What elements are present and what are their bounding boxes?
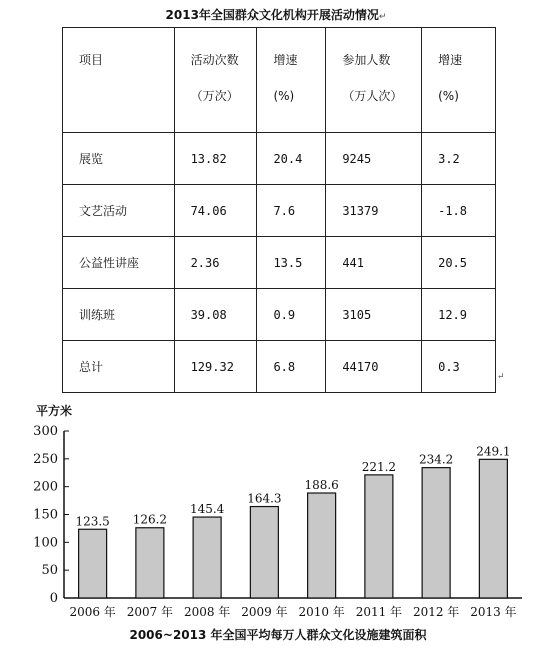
table-cell: 3105 [326, 289, 422, 341]
data-label: 123.5 [75, 514, 110, 529]
table-row [63, 289, 496, 341]
bar [422, 468, 450, 598]
header-cell-item [63, 28, 175, 133]
table-cell: 9245 [326, 133, 422, 185]
header-cell-participants [326, 28, 422, 133]
table-row [63, 185, 496, 237]
table-row [63, 237, 496, 289]
bar [308, 493, 336, 598]
activity-stats-table [62, 27, 496, 393]
header-cell-line: 活动次数 [190, 53, 239, 67]
table-cell: 13.5 [257, 237, 326, 289]
header-cell-line: 项目 [79, 53, 104, 67]
table-cell: 44170 [326, 341, 422, 393]
y-tick-label: 50 [41, 563, 58, 579]
table-title-text: 2013年全国群众文化机构开展活动情况 [165, 8, 379, 22]
table-cell: 20.5 [422, 237, 496, 289]
table-cell: 129.32 [174, 341, 257, 393]
table-cell: 6.8 [257, 341, 326, 393]
table-title [0, 6, 552, 23]
table-header-row [63, 28, 496, 133]
header-cell-unit: (%) [438, 89, 459, 103]
x-tick-label: 2011 年 [355, 605, 403, 619]
table-cell: 12.9 [422, 289, 496, 341]
x-tick-label: 2008 年 [183, 605, 231, 619]
facility-area-bar-chart [0, 395, 552, 650]
x-tick-label: 2010 年 [298, 605, 345, 619]
header-cell-activity-growth [257, 28, 326, 133]
x-tick-label: 2009 年 [241, 605, 288, 619]
bar [479, 459, 507, 598]
header-cell-unit: （万次） [190, 89, 239, 103]
x-tick-label: 2006 年 [69, 605, 116, 619]
table-cell: 39.08 [174, 289, 257, 341]
y-axis-label: 平方米 [36, 404, 73, 418]
header-cell-activity-count [174, 28, 257, 133]
bar [193, 517, 221, 598]
table-cell: 3.2 [422, 133, 496, 185]
data-label: 126.2 [132, 512, 168, 527]
header-cell-line: 参加人数 [342, 53, 391, 67]
table-cell-item: 文艺活动 [63, 185, 175, 237]
chart-title: 2006~2013 年全国平均每万人群众文化设施建筑面积 [129, 628, 427, 642]
table-cell: 2.36 [174, 237, 257, 289]
table-cell: 0.3 [422, 341, 496, 393]
header-cell-unit: (%) [273, 89, 295, 103]
y-tick-label: 250 [33, 451, 58, 467]
table-cell: 441 [326, 237, 422, 289]
header-cell-line: 增速 [273, 53, 298, 67]
header-cell-unit: （万人次） [342, 89, 403, 103]
table-row [63, 133, 496, 185]
table-cell-item: 总计 [63, 341, 175, 393]
table-cell: 20.4 [257, 133, 326, 185]
table-cell: 0.9 [257, 289, 326, 341]
table-cell: 7.6 [257, 185, 326, 237]
x-tick-label: 2007 年 [126, 605, 174, 619]
table-cell-item: 展览 [63, 133, 175, 185]
x-tick-label: 2013 年 [470, 605, 517, 619]
bar [365, 475, 393, 598]
table-cell: 74.06 [174, 185, 257, 237]
y-tick-label: 0 [49, 591, 58, 606]
data-label: 164.3 [247, 491, 282, 506]
header-cell-line: 增速 [438, 53, 463, 67]
y-tick-label: 100 [33, 535, 58, 551]
data-label: 234.2 [418, 452, 454, 467]
table-cell-item: 公益性讲座 [63, 237, 175, 289]
table-cell: -1.8 [422, 185, 496, 237]
header-cell-participants-growth [422, 28, 496, 133]
paragraph-return-mark: ↵ [497, 372, 505, 382]
bar [136, 528, 164, 598]
paragraph-return-mark: ↵ [378, 12, 387, 22]
data-label: 221.2 [361, 459, 397, 474]
table-cell: 31379 [326, 185, 422, 237]
y-tick-label: 150 [33, 507, 58, 523]
bar [79, 529, 107, 598]
bar [250, 507, 278, 598]
table-cell-item: 训练班 [63, 289, 175, 341]
data-label: 249.1 [476, 444, 511, 459]
table-cell: 13.82 [174, 133, 257, 185]
data-label: 188.6 [304, 478, 339, 493]
y-tick-label: 200 [33, 479, 58, 495]
x-tick-label: 2012 年 [412, 605, 460, 619]
data-label: 145.4 [189, 502, 225, 517]
y-tick-label: 300 [33, 424, 58, 439]
table-row-total [63, 341, 496, 393]
